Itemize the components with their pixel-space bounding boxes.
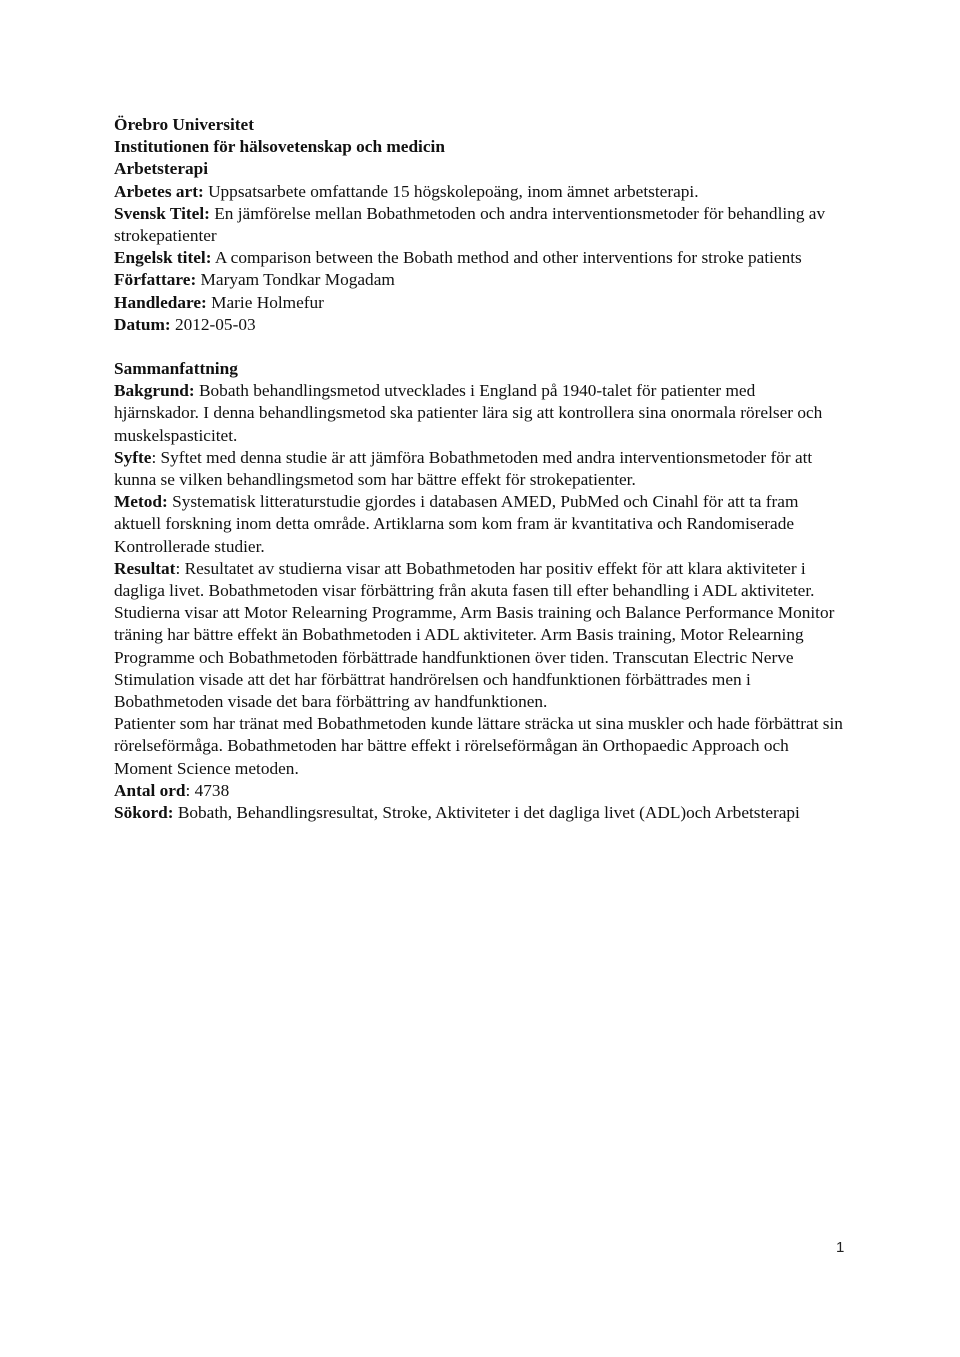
aim-paragraph bbox=[114, 447, 844, 491]
institution-name: Institutionen för hälsovetenskap och medicin bbox=[114, 137, 445, 157]
university-name: Örebro Universitet bbox=[114, 115, 254, 134]
results-paragraph bbox=[114, 558, 844, 713]
work-type bbox=[114, 181, 844, 203]
swedish-title-label: Svensk Titel: bbox=[114, 203, 210, 223]
section-gap bbox=[114, 336, 844, 358]
subject-name: Arbetsterapi bbox=[114, 159, 209, 179]
keywords-value: Bobath, Behandlingsresultat, Stroke, Aktiviteter i det dagliga livet (ADL)och Arbetsterapi bbox=[177, 803, 800, 823]
keywords bbox=[114, 802, 844, 824]
date-label: Datum: bbox=[114, 314, 171, 334]
date bbox=[114, 314, 844, 336]
summary-heading: Sammanfattning bbox=[114, 359, 238, 379]
supervisor-label: Handledare: bbox=[114, 292, 207, 312]
word-count-value: : 4738 bbox=[185, 780, 230, 800]
background-label: Bakgrund: bbox=[114, 381, 195, 401]
background-paragraph bbox=[114, 380, 844, 447]
supervisor bbox=[114, 292, 844, 314]
english-title bbox=[114, 247, 844, 269]
document-page bbox=[114, 114, 844, 824]
aim-label: Syfte bbox=[114, 447, 152, 467]
results-paragraph-2: Patienter som har tränat med Bobathmetoden kunde lättare sträcka ut sina muskler och hade förbättrat sin rörelseförmåga. Bobathmetoden har bättre effekt i rörelseförmågan än Orthopaedic Approach och Moment Science metoden. bbox=[114, 714, 843, 778]
method-text: Systematisk litteraturstudie gjordes i databasen AMED, PubMed och Cinahl för att ta fram aktuell forskning inom detta område. Artiklarna som kom fram är kvantitativa och Randomiserade Kontrollerade studier. bbox=[114, 492, 799, 556]
results-label: Resultat bbox=[114, 558, 176, 578]
keywords-label: Sökord: bbox=[114, 803, 174, 823]
author-value: Maryam Tondkar Mogadam bbox=[200, 270, 395, 290]
work-type-value: Uppsatsarbete omfattande 15 högskolepoäng, inom ämnet arbetsterapi. bbox=[208, 181, 699, 201]
word-count-label: Antal ord bbox=[114, 780, 186, 800]
swedish-title bbox=[114, 203, 844, 247]
aim-text: : Syftet med denna studie är att jämföra Bobathmetoden med andra interventionsmetoder för att kunna se vilken behandlingsmetod som har bättre effekt för strokepatienter. bbox=[114, 447, 813, 490]
english-title-value: A comparison between the Bobath method and other interventions for stroke patients bbox=[214, 248, 802, 268]
english-title-label: Engelsk titel: bbox=[114, 248, 212, 268]
background-text: Bobath behandlingsmetod utvecklades i England på 1940-talet för patienter med hjärnskador. I denna behandlingsmetod ska patienter lära sig att kontrollera sina onormala rörelser och muskelspasticitet. bbox=[114, 381, 823, 445]
method-paragraph bbox=[114, 491, 844, 558]
swedish-title-value: En jämförelse mellan Bobathmetoden och andra interventionsmetoder för behandling av strokepatienter bbox=[114, 203, 826, 246]
page-number: 1 bbox=[836, 1239, 845, 1256]
supervisor-value: Marie Holmefur bbox=[211, 292, 324, 312]
author bbox=[114, 269, 844, 291]
work-type-label: Arbetes art: bbox=[114, 181, 204, 201]
date-value: 2012-05-03 bbox=[174, 314, 256, 334]
results-text: : Resultatet av studierna visar att Bobathmetoden har positiv effekt för att klara aktiviteter i dagliga livet. Bobathmetoden visar förbättring från akuta fasen till efter behandling i ADL aktiviteter. Studierna visar att Motor Relearning Programme, Arm Basis training och Balance Performance Monitor träning har bättre effekt än Bobathmetoden i ADL aktiviteter. Arm Basis training, Motor Relearning Programme och Bobathmetoden förbättrade handfunktionen över tiden. Transcutan Electric Nerve Stimulation visade att det har förbättrat handrörelsen och handfunktionen förbättrades men i Bobathmetoden visade det bara förbättring av handfunktionen. bbox=[114, 558, 835, 712]
author-label: Författare: bbox=[114, 270, 197, 290]
method-label: Metod: bbox=[114, 492, 168, 512]
word-count bbox=[114, 780, 844, 802]
